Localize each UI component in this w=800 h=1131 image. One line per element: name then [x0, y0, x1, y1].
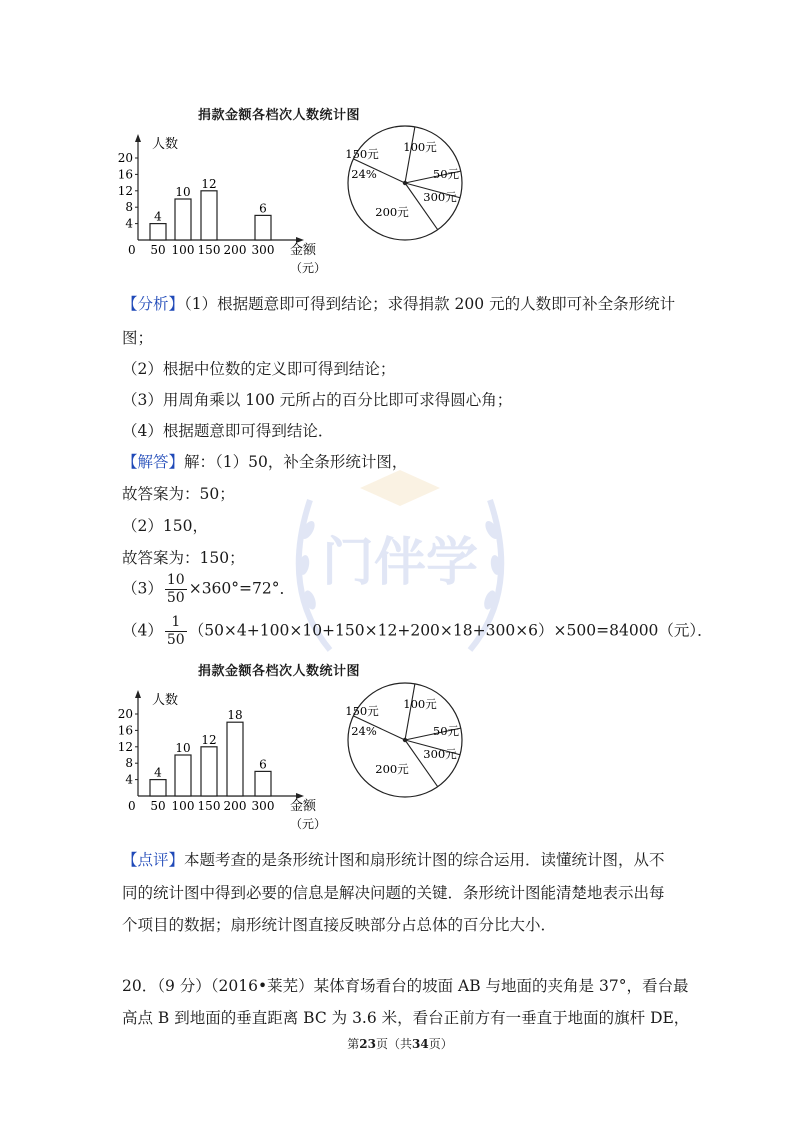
x-tick-label: 100 [171, 243, 195, 257]
pie-slice-label: 50元 [432, 724, 460, 738]
x-tick-label: 100 [171, 799, 195, 813]
answer-line-1: 【解答】解：（1）50，补全条形统计图， [122, 453, 408, 471]
pie-slice-label: 300元 [423, 190, 457, 204]
x-tick-label: 200 [223, 243, 247, 257]
comment-tag: 【点评】 [122, 851, 185, 869]
y-axis-label: 人数 [152, 693, 179, 708]
bar [201, 747, 217, 796]
pie-chart-2 [340, 675, 470, 805]
y-axis-arrow [135, 690, 141, 698]
y-tick-label: 12 [117, 739, 133, 754]
analysis-tag: 【分析】 [122, 295, 185, 313]
pie-chart-1 [340, 118, 470, 248]
pie-slice-label: 100元 [403, 697, 437, 711]
answer-line-3: （2）150， [122, 517, 208, 535]
answer-line-2: 故答案为：50； [122, 485, 235, 503]
y-axis-arrow [135, 134, 141, 142]
chart-title-1: 捐款金额各档次人数统计图 [198, 108, 361, 123]
x-axis-label: 金额 [290, 799, 317, 814]
y-tick-label: 8 [125, 200, 133, 215]
comment-line-2: 同的统计图中得到必要的信息是解决问题的关键．条形统计图能清楚地表示出每 [122, 884, 665, 902]
bar-value-label: 12 [201, 176, 217, 191]
pie-slice-percent: 24% [351, 167, 377, 181]
origin-label: 0 [128, 799, 136, 813]
y-tick-label: 8 [125, 756, 133, 771]
bar-value-label: 4 [154, 765, 162, 780]
bar [255, 771, 271, 796]
bar-value-label: 4 [154, 209, 162, 224]
x-tick-label: 200 [223, 799, 247, 813]
y-tick-label: 16 [117, 167, 133, 182]
page-footer: 第23页（共34页） [347, 1037, 453, 1051]
y-tick-label: 4 [125, 772, 133, 787]
chart-title-2: 捐款金额各档次人数统计图 [198, 664, 361, 679]
x-axis-unit: （元） [290, 817, 327, 831]
pie-slice-label: 300元 [423, 747, 457, 761]
y-tick-label: 16 [117, 723, 133, 738]
pie-slice-label: 200元 [375, 205, 409, 219]
x-tick-label: 150 [197, 243, 221, 257]
pie-center-dot [403, 738, 407, 742]
analysis-line-4: （4）根据题意即可得到结论． [122, 422, 334, 440]
y-axis-label: 人数 [152, 137, 179, 152]
x-tick-label: 50 [150, 799, 166, 813]
fraction-10-50: $\frac{10}{50}$ [166, 572, 185, 606]
y-tick-label: 20 [117, 707, 133, 721]
answer-tag: 【解答】 [122, 453, 185, 471]
analysis-line-2: （2）根据中位数的定义即可得到结论； [122, 360, 396, 378]
comment-line-3: 个项目的数据；扇形统计图直接反映部分占总体的百分比大小． [122, 916, 557, 934]
bar [201, 191, 217, 240]
answer-line-6: （4） $\frac{1}{50}$ （50×4+100×10+150×12+200×18+300×6）×500=84000（元）． [122, 614, 713, 648]
question-20-line-2: 高点 B 到地面的垂直距离 BC 为 3.6 米，看台正前方有一垂直于地面的旗杆 DE， [122, 1009, 690, 1027]
x-tick-label: 50 [150, 243, 166, 257]
bar-value-label: 6 [259, 757, 267, 772]
bar-value-label: 12 [201, 732, 217, 747]
bar [175, 199, 191, 240]
pie-slice-label: 150元 [345, 147, 379, 161]
x-axis-unit: （元） [290, 261, 327, 275]
x-tick-label: 300 [251, 243, 275, 257]
bar-chart-1 [110, 128, 340, 284]
bar [255, 215, 271, 240]
answer-line-4: 故答案为：150； [122, 549, 245, 567]
bar [150, 780, 166, 796]
fraction-1-50: $\frac{1}{50}$ [166, 614, 185, 648]
pie-slice-label: 200元 [375, 762, 409, 776]
bar [150, 224, 166, 240]
bar [175, 755, 191, 796]
bar-value-label: 10 [175, 185, 191, 199]
x-axis-label: 金额 [290, 243, 317, 258]
origin-label: 0 [128, 243, 136, 257]
comment-line-1: 【点评】本题考查的是条形统计图和扇形统计图的综合运用．读懂统计图，从不 [122, 851, 665, 869]
bar [227, 722, 243, 796]
answer-line-5: （3） $\frac{10}{50}$ ×360°=72°． [122, 572, 295, 606]
y-tick-label: 12 [117, 183, 133, 198]
question-20-line-1: 20．（9 分）（2016•莱芜）某体育场看台的坡面 AB 与地面的夹角是 37°，看台最 [122, 977, 689, 995]
y-tick-label: 20 [117, 151, 133, 165]
pie-center-dot [403, 181, 407, 185]
pie-slice-label: 150元 [345, 704, 379, 718]
bar-chart-2 [110, 684, 340, 840]
y-tick-label: 4 [125, 216, 133, 231]
bar-value-label: 6 [259, 201, 267, 216]
x-tick-label: 150 [197, 799, 221, 813]
watermark-text: 门伴学 [321, 532, 479, 593]
analysis-line-3: （3）用周角乘以 100 元所占的百分比即可求得圆心角； [122, 391, 513, 409]
analysis-line-1: 【分析】（1）根据题意即可得到结论；求得捐款 200 元的人数即可补全条形统计 [122, 295, 676, 313]
bar-value-label: 18 [227, 708, 243, 723]
pie-slice-label: 50元 [432, 167, 460, 181]
analysis-line-1b: 图； [122, 329, 154, 347]
pie-slice-label: 100元 [403, 140, 437, 154]
bar-value-label: 10 [175, 741, 191, 755]
pie-slice-percent: 24% [351, 724, 377, 738]
x-tick-label: 300 [251, 799, 275, 813]
